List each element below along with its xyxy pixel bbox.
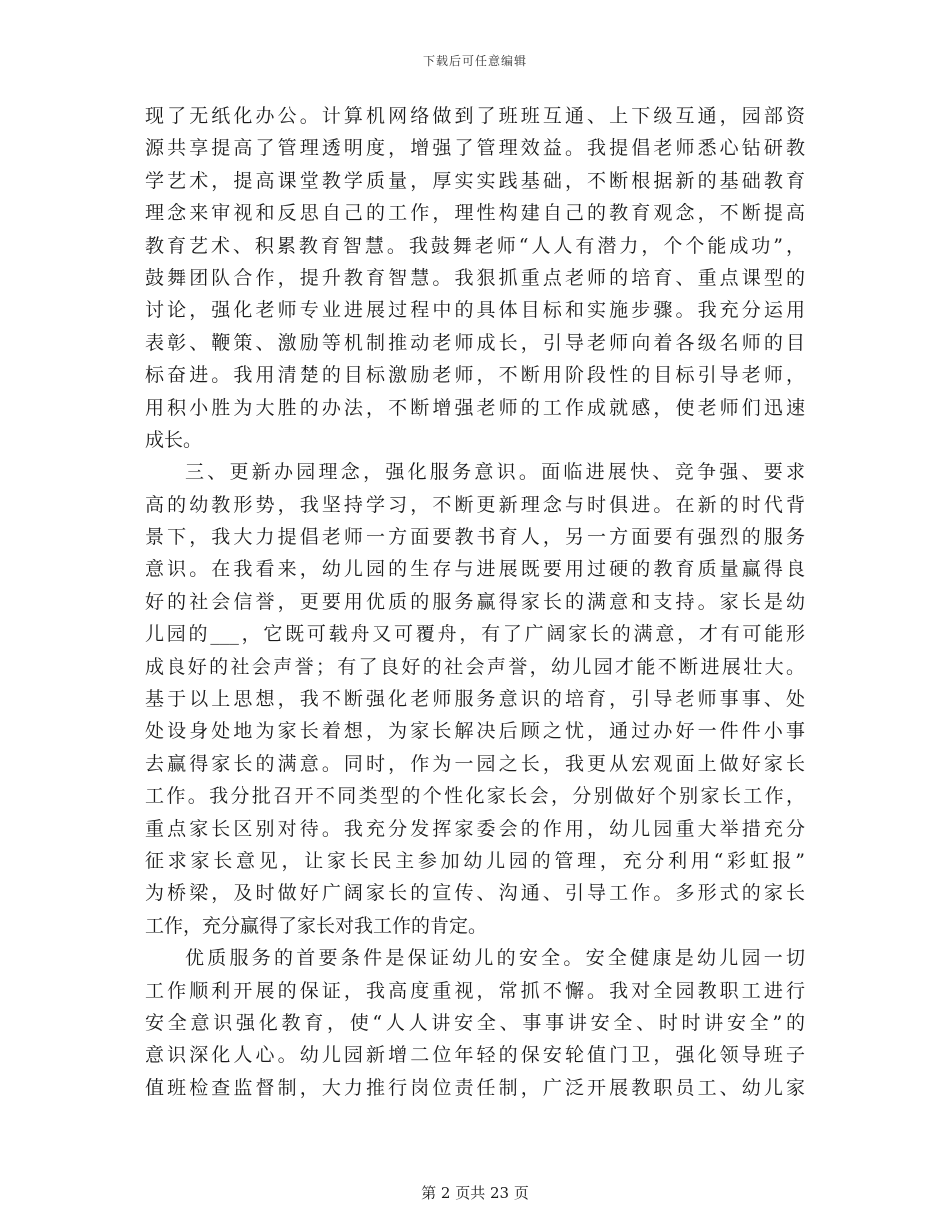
text-line: 表彰、鞭策、激励等机制推动老师成长，引导老师向着各级名师的目	[145, 331, 805, 354]
page-header: 下载后可任意编辑	[422, 54, 527, 68]
text-line: 好的社会信誉，更要用优质的服务赢得家长的满意和支持。家长是幼	[145, 590, 805, 613]
text-line: 教育艺术、积累教育智慧。我鼓舞老师“人人有潜力，个个能成功”，	[145, 234, 805, 257]
text-line: 为桥梁，及时做好广阔家长的宣传、沟通、引导工作。多形式的家长	[145, 882, 805, 905]
text-line: 现了无纸化办公。计算机网络做到了班班互通、上下级互通，园部资	[145, 105, 805, 127]
text-line: 征求家长意见，让家长民主参加幼儿园的管理，充分利用“彩虹报”	[145, 849, 805, 872]
text-line: 工作，充分赢得了家长对我工作的肯定。	[145, 914, 488, 937]
text-line: 值班检查监督制，大力推行岗位责任制，广泛开展教职员工、幼儿家	[145, 1076, 805, 1099]
page-number: 第 2 页共 23 页	[421, 1184, 529, 1202]
text-line: 高的幼教形势，我坚持学习，不断更新理念与时俱进。在新的时代背	[145, 493, 805, 516]
paragraph-start-line: 优质服务的首要条件是保证幼儿的安全。安全健康是幼儿园一切	[185, 947, 805, 970]
text-line: 去赢得家长的满意。同时，作为一园之长，我更从宏观面上做好家长	[145, 752, 805, 775]
text-line: 安全意识强化教育，使“人人讲安全、事事讲安全、时时讲安全”的	[145, 1011, 805, 1034]
text-line: 重点家长区别对待。我充分发挥家委会的作用，幼儿园重大举措充分	[145, 817, 805, 840]
text-line: 用积小胜为大胜的办法，不断增强老师的工作成就感，使老师们迅速	[145, 396, 805, 419]
text-line: 学艺术，提高课堂教学质量，厚实实践基础，不断根据新的基础教育	[145, 169, 805, 192]
text-line: 鼓舞团队合作，提升教育智慧。我狠抓重点老师的培育、重点课型的	[145, 266, 805, 289]
text-line: 工作顺利开展的保证，我高度重视，常抓不懈。我对全园教职工进行	[145, 979, 805, 1002]
text-line: 成长。	[145, 428, 203, 451]
text-line: 工作。我分批召开不同类型的个性化家长会，分别做好个别家长工作，	[145, 785, 805, 808]
text-line: 儿园的___，它既可载舟又可覆舟，有了广阔家长的满意，才有可能形	[145, 623, 805, 646]
document-body	[145, 100, 805, 1104]
paragraph-start-line: 三、更新办园理念，强化服务意识。面临进展快、竞争强、要求	[185, 461, 805, 484]
text-line: 基于以上思想，我不断强化老师服务意识的培育，引导老师事事、处	[145, 688, 805, 711]
text-line: 标奋进。我用清楚的目标激励老师，不断用阶段性的目标引导老师，	[145, 364, 805, 387]
text-line: 处设身处地为家长着想，为家长解决后顾之忧，通过办好一件件小事	[145, 720, 805, 743]
text-line: 源共享提高了管理透明度，增强了管理效益。我提倡老师悉心钻研教	[145, 137, 805, 160]
text-line: 讨论，强化老师专业进展过程中的具体目标和实施步骤。我充分运用	[145, 299, 805, 322]
text-line: 理念来审视和反思自己的工作，理性构建自己的教育观念，不断提高	[145, 202, 805, 225]
text-line: 成良好的社会声誉；有了良好的社会声誉，幼儿园才能不断进展壮大。	[145, 655, 805, 678]
text-line: 景下，我大力提倡老师一方面要教书育人，另一方面要有强烈的服务	[145, 526, 805, 549]
text-line: 意识深化人心。幼儿园新增二位年轻的保安轮值门卫，强化领导班子	[145, 1044, 805, 1067]
text-line: 意识。在我看来，幼儿园的生存与进展既要用过硬的教育质量赢得良	[145, 558, 805, 581]
